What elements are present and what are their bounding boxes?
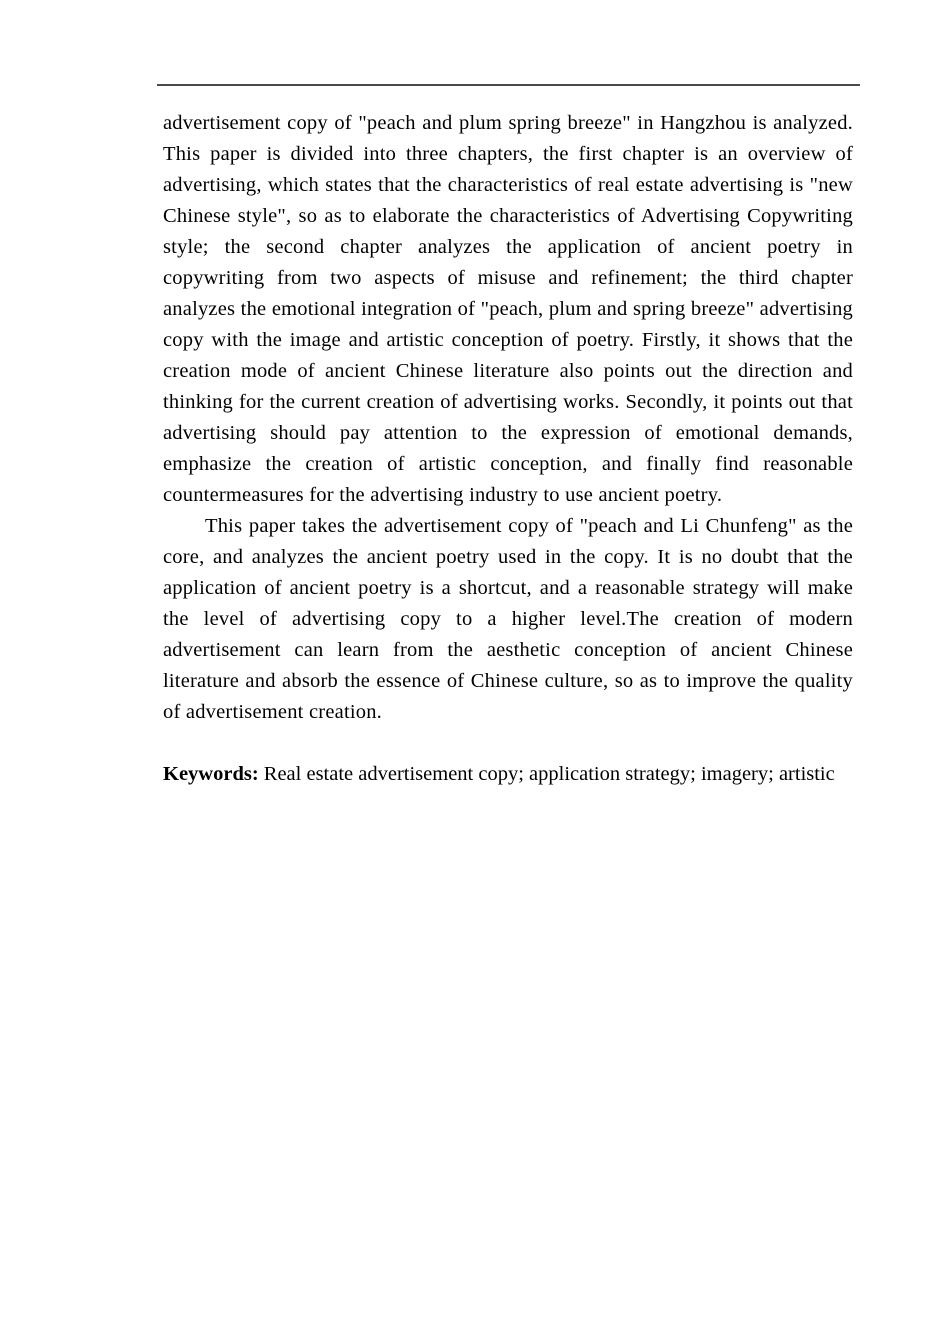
abstract-paragraph-closing: This paper takes the advertisement copy of "peach and Li Chunfeng" as the core, and analyzes the ancient poetry used in the copy. It is no doubt that the application of ancient poetry is a shortcut, and a reasonable strategy will make the level of advertising copy to a higher level.The creation of modern advertisement can learn from the aesthetic conception of ancient Chinese literature and absorb the essence of Chinese culture, so as to improve the quality of advertisement creation.: [163, 515, 853, 723]
keywords-label: Keywords:: [163, 763, 259, 785]
abstract-paragraph-continued: advertisement copy of "peach and plum spring breeze" in Hangzhou is analyzed. This paper is divided into three chapters, the first chapter is an overview of advertising, which states that the characteristics of real estate advertising is "new Chinese style", so as to elaborate the characteristics of Advertising Copywriting style; the second chapter analyzes the application of ancient poetry in copywriting from two aspects of misuse and refinement; the third chapter analyzes the emotional integration of "peach, plum and spring breeze" advertising copy with the image and artistic conception of poetry. Firstly, it shows that the creation mode of ancient Chinese literature also points out the direction and thinking for the current creation of advertising works. Secondly, it points out that advertising should pay attention to the expression of emotional demands, emphasize the creation of artistic conception, and finally find reasonable countermeasures for the advertising industry to use ancient poetry.: [163, 112, 853, 506]
keywords-value: Real estate advertisement copy; application strategy; imagery; artistic: [258, 763, 835, 785]
page-body-content: [163, 108, 853, 790]
header-rule-divider: [157, 84, 860, 86]
keywords-block: [163, 759, 853, 790]
